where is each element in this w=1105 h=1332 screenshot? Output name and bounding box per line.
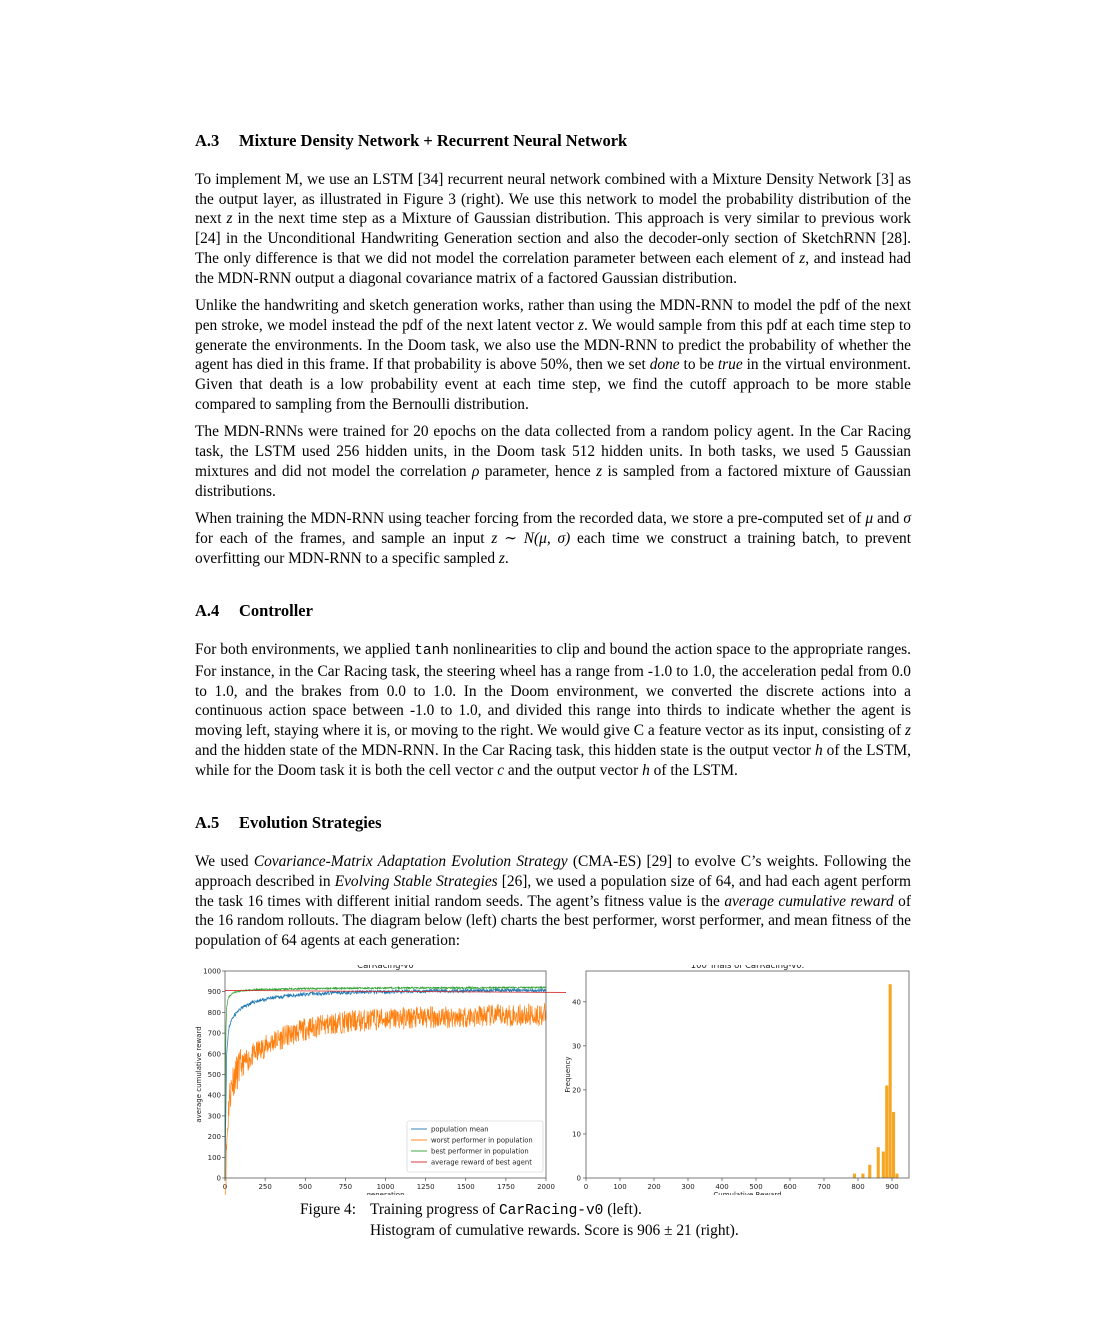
histogram-bar — [895, 1173, 898, 1177]
text-run: and the hidden state of the MDN-RNN. In the Car Racing task, this hidden state is the output vector — [195, 741, 815, 759]
text-run: We used — [195, 853, 254, 871]
emphasis-text: average cumulative reward — [724, 892, 894, 910]
y-tick-label: 100 — [207, 1153, 221, 1162]
histogram-bar — [882, 1151, 885, 1177]
math-symbol: σ — [903, 510, 911, 528]
math-symbol: z — [578, 316, 585, 334]
text-run: parameter, hence — [479, 462, 597, 480]
paragraph — [195, 509, 911, 568]
y-tick-label: 200 — [207, 1132, 221, 1141]
y-tick-label: 0 — [216, 1174, 221, 1183]
x-tick-label: 2000 — [537, 1182, 555, 1191]
histogram-bar — [889, 984, 892, 1178]
text-run: [26], we used a population size of 64, and had each agent perform the task 16 times with different initial random seeds. The agent’s fitness value is the — [195, 872, 912, 910]
x-tick-label: 400 — [715, 1182, 729, 1191]
histogram-bar — [877, 1147, 880, 1178]
caption-line1-code: CarRacing-v0 — [498, 1202, 604, 1219]
math-symbol: μ — [865, 510, 874, 528]
math-symbol: h — [815, 741, 823, 759]
histogram-bar — [885, 1085, 888, 1177]
histogram-bar — [892, 1112, 895, 1178]
section-heading — [195, 812, 911, 834]
legend-entry: best performer in population — [431, 1147, 529, 1156]
x-tick-label: 750 — [338, 1182, 353, 1191]
text-run: The MDN-RNNs were trained for 20 epochs on the data collected from a random policy agent. In the Car Racing task, the LSTM used 256 hidden units, in the Doom task 512 hidden units. In both tasks, we used 5 Gaussian mixtures and did not model the correlation — [195, 423, 911, 480]
text-run: each time we construct a training batch, to prevent overfitting our MDN-RNN to a specific sampled — [195, 529, 912, 567]
text-run: and the output vector — [504, 761, 643, 779]
emphasis-text: Evolving Stable Strategies — [334, 872, 498, 890]
text-run: of the LSTM. — [649, 761, 738, 779]
emphasis-text: done — [649, 356, 680, 374]
paragraph — [195, 170, 911, 288]
paragraph — [195, 852, 911, 951]
text-run: in the virtual environment. Given that death is a low probability event at each time step, we find the cutoff approach to be more stable compared to sampling from the Bernoulli distribution. — [195, 356, 911, 413]
section-title: Mixture Density Network + Recurrent Neural Network — [239, 131, 628, 150]
section-heading — [195, 600, 911, 622]
text-run: . We would sample from this pdf at each time step to generate the environments. In the Doom task, we also use the MDN-RNN to predict the probability of whether the agent has died in this frame. If that probability is above 50%, then we set — [195, 316, 911, 374]
x-tick-label: 600 — [783, 1182, 797, 1191]
paper-page — [195, 130, 912, 1240]
section-a-5 — [195, 812, 911, 951]
x-axis-label: Cumulative Reward — [713, 1190, 782, 1195]
math-symbol: z ∼ N(μ, σ) — [491, 529, 571, 547]
section-number: A.5 — [195, 813, 220, 833]
legend-entry: average reward of best agent — [431, 1158, 532, 1167]
paragraph — [195, 296, 911, 414]
section-heading — [195, 130, 911, 152]
right-chart-title: 100 Trials of CarRacing-v0. — [690, 964, 805, 971]
histogram-bar — [868, 1165, 871, 1178]
caption-line1-pre: Training progress of — [370, 1200, 499, 1218]
emphasis-text: Covariance-Matrix Adaptation Evolution Strategy — [253, 853, 568, 871]
y-axis-label: average cumulative reward — [195, 1026, 203, 1123]
text-run: in the next time step as a Mixture of Gaussian distribution. This approach is very similar to previous work [24] in the Unconditional Handwriting Generation section and also the decoder-only section of SketchRNN [28]. The only difference is that we did not model the correlation parameter between each element of — [195, 210, 911, 267]
y-tick-label: 0 — [576, 1174, 581, 1183]
text-run: , and instead had the MDN-RNN output a diagonal covariance matrix of a factored Gaussian distribution. — [195, 249, 911, 287]
section-a-3 — [195, 130, 911, 568]
emphasis-text: true — [717, 356, 743, 374]
code-text: tanh — [414, 643, 450, 660]
x-tick-label: 500 — [298, 1182, 312, 1191]
x-tick-label: 1000 — [376, 1182, 395, 1191]
math-symbol: z — [905, 722, 911, 740]
x-tick-label: 700 — [817, 1182, 831, 1191]
text-run: is sampled from a factored mixture of Gaussian distributions. — [195, 462, 911, 500]
y-tick-label: 500 — [207, 1070, 221, 1079]
section-title: Evolution Strategies — [239, 813, 382, 833]
section-title: Controller — [239, 601, 313, 621]
left-chart-title: CarRacing-v0 — [357, 964, 414, 971]
x-tick-label: 1750 — [496, 1182, 515, 1191]
x-tick-label: 0 — [583, 1182, 589, 1191]
y-tick-label: 600 — [207, 1050, 221, 1059]
math-symbol: c — [497, 761, 505, 779]
caption-line2: Histogram of cumulative rewards. Score is 906 ± 21 (right). — [370, 1222, 739, 1240]
math-symbol: z — [596, 462, 603, 480]
text-run: of the 16 random rollouts. The diagram below (left) charts the best performer, worst performer, and mean fitness of the population of 64 agents at each generation: — [195, 892, 912, 950]
text-run: and — [873, 510, 904, 528]
math-symbol: z — [498, 549, 505, 567]
math-symbol: h — [642, 761, 650, 779]
text-run: nonlinearities to clip and bound the action space to the appropriate ranges. For instance, in the Car Racing task, the steering wheel has a range from -1.0 to 1.0, the acceleration pedal from 0.0 to 1.0, and the brakes from 0.0 to 1.0. In the Doom environment, we converted the discrete actions into a continuous action space between -1.0 to 1.0, and divided this range into thirds to indicate whether the agent is moving left, staying where it is, or moving to the right. We would give C a feature vector as its input, consisting of — [195, 641, 911, 740]
figure-caption — [300, 1200, 900, 1241]
text-run: For both environments, we applied — [195, 641, 415, 659]
section-number: A.3 — [195, 131, 220, 150]
x-tick-label: 800 — [851, 1182, 865, 1191]
section-number: A.4 — [195, 601, 220, 621]
x-tick-label: 300 — [681, 1182, 695, 1191]
text-run: of the LSTM, while for the Doom task it is both the cell vector — [195, 741, 912, 779]
caption-line1-post: (left). — [603, 1200, 642, 1218]
x-tick-label: 100 — [613, 1182, 627, 1191]
x-tick-label: 250 — [258, 1182, 272, 1191]
histogram-bar — [853, 1173, 856, 1177]
x-tick-label: 1250 — [416, 1182, 435, 1191]
y-tick-label: 20 — [572, 1086, 581, 1095]
text-run: Unlike the handwriting and sketch generation works, rather than using the MDN-RNN to model the pdf of the next pen stroke, we model instead the pdf of the next latent vector — [195, 297, 911, 334]
x-axis-label: generation — [366, 1190, 405, 1195]
figure-4 — [195, 964, 911, 1240]
text-run: (CMA-ES) [29] to evolve C’s weights. Following the approach described in — [195, 853, 911, 890]
sections — [195, 130, 911, 951]
text-run: . — [504, 549, 509, 567]
y-tick-label: 400 — [207, 1091, 221, 1100]
text-run: When training the MDN-RNN using teacher forcing from the recorded data, we store a pre-computed set of — [195, 510, 866, 528]
legend-entry: worst performer in population — [431, 1136, 533, 1145]
y-tick-label: 800 — [207, 1008, 221, 1017]
paragraph — [195, 422, 911, 501]
paragraph — [195, 640, 911, 780]
y-tick-label: 700 — [207, 1029, 221, 1038]
math-symbol: z — [226, 210, 233, 228]
x-tick-label: 0 — [222, 1182, 228, 1191]
text-run: for each of the frames, and sample an input — [195, 529, 492, 547]
y-tick-label: 300 — [207, 1112, 221, 1121]
figure-4-charts — [195, 965, 911, 1195]
x-tick-label: 200 — [647, 1182, 661, 1191]
y-tick-label: 40 — [572, 998, 581, 1007]
text-run: to be — [679, 356, 718, 374]
y-axis-label: Frequency — [564, 1056, 572, 1093]
y-tick-label: 1000 — [203, 967, 221, 976]
y-tick-label: 10 — [572, 1130, 581, 1139]
caption-label: Figure 4: — [300, 1200, 357, 1218]
x-tick-label: 1500 — [456, 1182, 475, 1191]
legend-entry: population mean — [431, 1125, 489, 1134]
math-symbol: ρ — [471, 462, 480, 480]
math-symbol: z — [799, 249, 806, 267]
histogram-bar — [861, 1173, 864, 1177]
section-a-4 — [195, 600, 911, 780]
y-tick-label: 30 — [572, 1042, 581, 1051]
x-tick-label: 500 — [749, 1182, 763, 1191]
text-run: To implement M, we use an LSTM [34] recurrent neural network combined with a Mixture Density Network [3] as the output layer, as illustrated in Figure 3 (right). We use this network to model the probability distribution of the next — [195, 171, 911, 228]
y-tick-label: 900 — [207, 987, 221, 996]
right-chart-frame — [586, 971, 909, 1178]
x-tick-label: 900 — [885, 1182, 899, 1191]
